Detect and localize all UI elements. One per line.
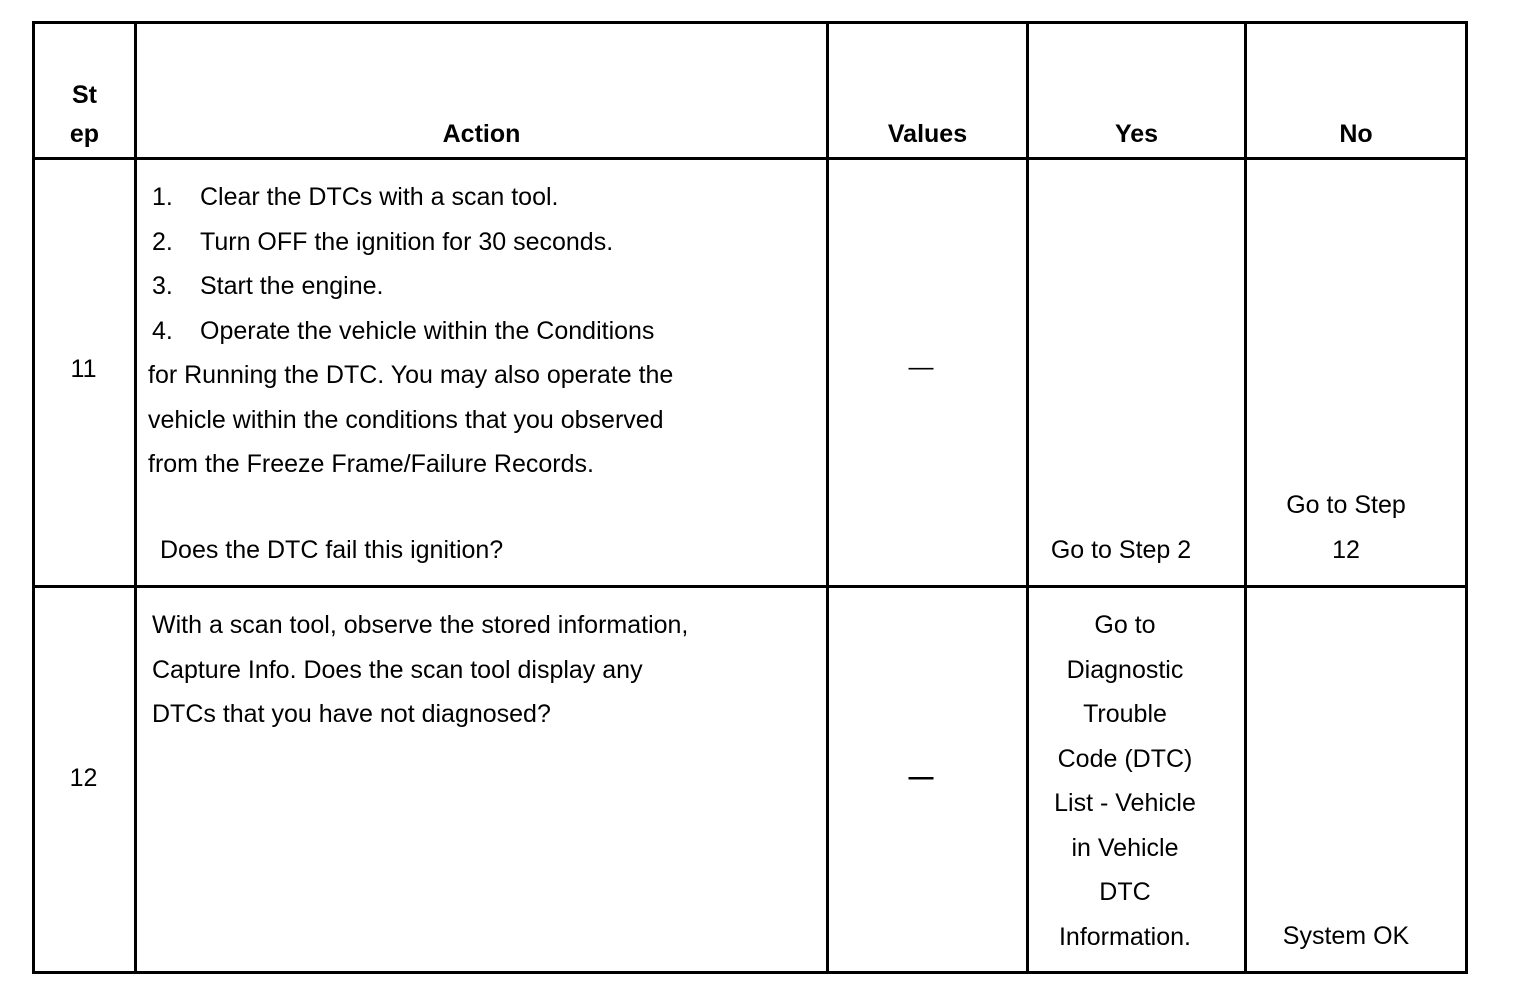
action-cell-step-11 <box>148 175 674 487</box>
list-item: 3. Start the engine. <box>152 272 384 300</box>
list-item: 2. Turn OFF the ignition for 30 seconds. <box>152 227 614 256</box>
action-continuation-line: vehicle within the conditions that you observed <box>148 405 664 434</box>
action-continuation-line: from the Freeze Frame/Failure Records. <box>148 450 594 478</box>
yes-cell-step-11: Go to Step 2 <box>1050 536 1192 564</box>
header-action: Action <box>442 120 521 148</box>
header-yes: Yes <box>1114 120 1159 148</box>
table-border-right <box>1465 21 1468 974</box>
values-dash: — <box>908 763 934 791</box>
action-continuation-line: for Running the DTC. You may also operate the <box>148 361 674 389</box>
list-item: 1. Clear the DTCs with a scan tool. <box>152 183 559 211</box>
table-border-left <box>32 21 35 974</box>
action-question: Does the DTC fail this ignition? <box>160 536 504 564</box>
header-values: Values <box>887 120 968 148</box>
header-step <box>35 76 134 154</box>
row-divider <box>32 585 1468 588</box>
header-divider <box>32 157 1468 160</box>
column-divider-action-values <box>826 21 829 974</box>
header-step-line1: St <box>72 81 97 109</box>
column-divider-step-action <box>134 21 137 974</box>
list-item: 4. Operate the vehicle within the Conditions <box>152 316 655 345</box>
no-cell-step-12: System OK <box>1282 922 1410 950</box>
table-border-bottom <box>32 971 1468 974</box>
yes-cell-step-12: Go to Diagnostic Trouble Code (DTC) List - Vehicle in Vehicle DTC Information. <box>1054 611 1196 951</box>
action-cell-step-12: With a scan tool, observe the stored information, Capture Info. Does the scan tool display any DTCs that you have not diagnosed? <box>152 611 689 728</box>
header-no: No <box>1339 120 1373 148</box>
action-list <box>152 175 673 353</box>
step-number: 12 <box>69 764 98 792</box>
no-cell-step-11: Go to Step 12 <box>1286 491 1406 564</box>
table-border-top <box>32 21 1468 24</box>
step-number: 11 <box>70 355 97 383</box>
header-step-line2: ep <box>69 120 100 148</box>
values-dash: — <box>908 353 934 381</box>
